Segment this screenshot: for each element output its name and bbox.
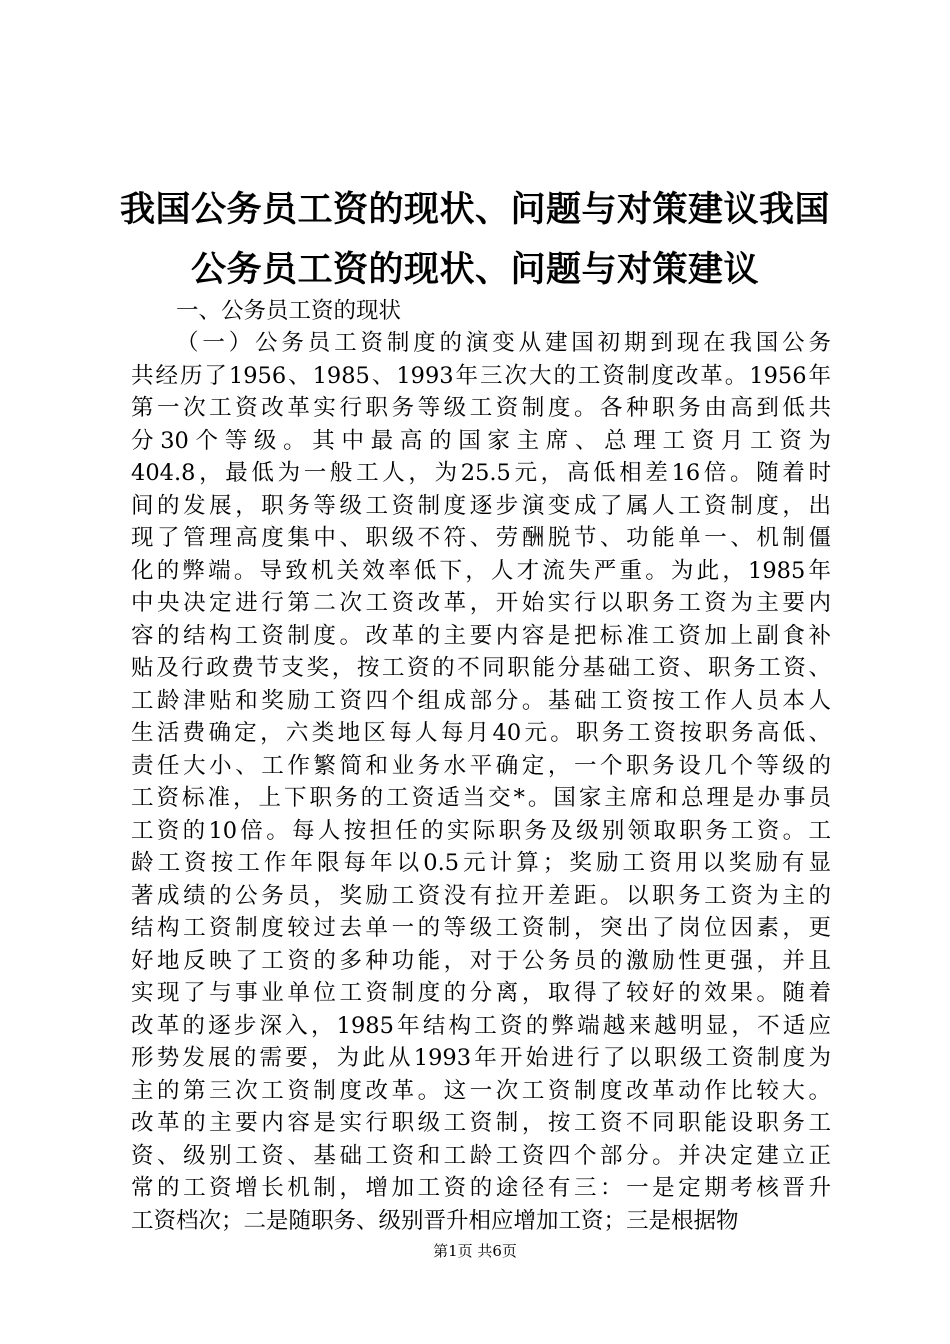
body-line: 好地反映了工资的多种功能，对于公务员的激励性更强，并且 (131, 947, 831, 974)
section-heading: 一、公务员工资的现状 (176, 298, 402, 324)
body-line: 主的第三次工资制度改革。这一次工资制度改革动作比较大。 (131, 1077, 831, 1104)
body-line: 容的结构工资制度。改革的主要内容是把标准工资加上副食补 (131, 622, 831, 649)
page-footer: 第1页 共6页 (433, 1242, 517, 1260)
body-line: 404.8，最低为一般工人，为25.5元，高低相差16倍。随着时 (131, 460, 831, 486)
body-line: 工龄津贴和奖励工资四个组成部分。基础工资按工作人员本人 (131, 687, 831, 714)
body-line: 改革的逐步深入，1985年结构工资的弊端越来越明显，不适应 (131, 1012, 831, 1039)
body-line: 生活费确定，六类地区每人每月40元。职务工资按职务高低、 (131, 720, 831, 746)
body-line: 改革的主要内容是实行职级工资制，按工资不同职能设职务工 (131, 1110, 831, 1136)
body-line: 第一次工资改革实行职务等级工资制度。各种职务由高到低共 (131, 395, 831, 421)
body-line: 共经历了1956、1985、1993年三次大的工资制度改革。1956年 (131, 362, 831, 389)
body-line: 工资档次；二是随职务、级别晋升相应增加工资；三是根据物 (131, 1207, 739, 1234)
body-line: 化的弊端。导致机关效率低下，人才流失严重。为此，1985年 (131, 557, 831, 584)
body-line: 间的发展，职务等级工资制度逐步演变成了属人工资制度，出 (131, 492, 831, 519)
document-title-line-1: 我国公务员工资的现状、问题与对策建议我国 (119, 190, 830, 230)
body-line: 实现了与事业单位工资制度的分离，取得了较好的效果。随着 (131, 980, 831, 1006)
body-line: 贴及行政费节支奖，按工资的不同职能分基础工资、职务工资、 (131, 655, 831, 681)
body-line: 工资的10倍。每人按担任的实际职务及级别领取职务工资。工 (131, 817, 831, 844)
body-line: 龄工资按工作年限每年以0.5元计算；奖励工资用以奖励有显 (131, 850, 831, 876)
body-line: （一）公务员工资制度的演变从建国初期到现在我国公务 (176, 330, 831, 356)
body-line: 分30个等级。其中最高的国家主席、总理工资月工资为 (131, 427, 831, 454)
body-line: 责任大小、工作繁简和业务水平确定，一个职务设几个等级的 (131, 752, 831, 779)
body-line: 资、级别工资、基础工资和工龄工资四个部分。并决定建立正 (131, 1142, 831, 1169)
body-line: 工资标准，上下职务的工资适当交*。国家主席和总理是办事员 (131, 785, 831, 811)
body-line: 结构工资制度较过去单一的等级工资制，突出了岗位因素，更 (131, 915, 831, 941)
body-line: 形势发展的需要，为此从1993年开始进行了以职级工资制度为 (131, 1045, 831, 1071)
body-line: 著成绩的公务员，奖励工资没有拉开差距。以职务工资为主的 (131, 882, 831, 909)
body-line: 现了管理高度集中、职级不符、劳酬脱节、功能单一、机制僵 (131, 525, 831, 551)
body-line: 常的工资增长机制，增加工资的途径有三：一是定期考核晋升 (131, 1175, 831, 1201)
body-line: 中央决定进行第二次工资改革，开始实行以职务工资为主要内 (131, 590, 831, 616)
document-title-line-2: 公务员工资的现状、问题与对策建议 (190, 250, 759, 290)
